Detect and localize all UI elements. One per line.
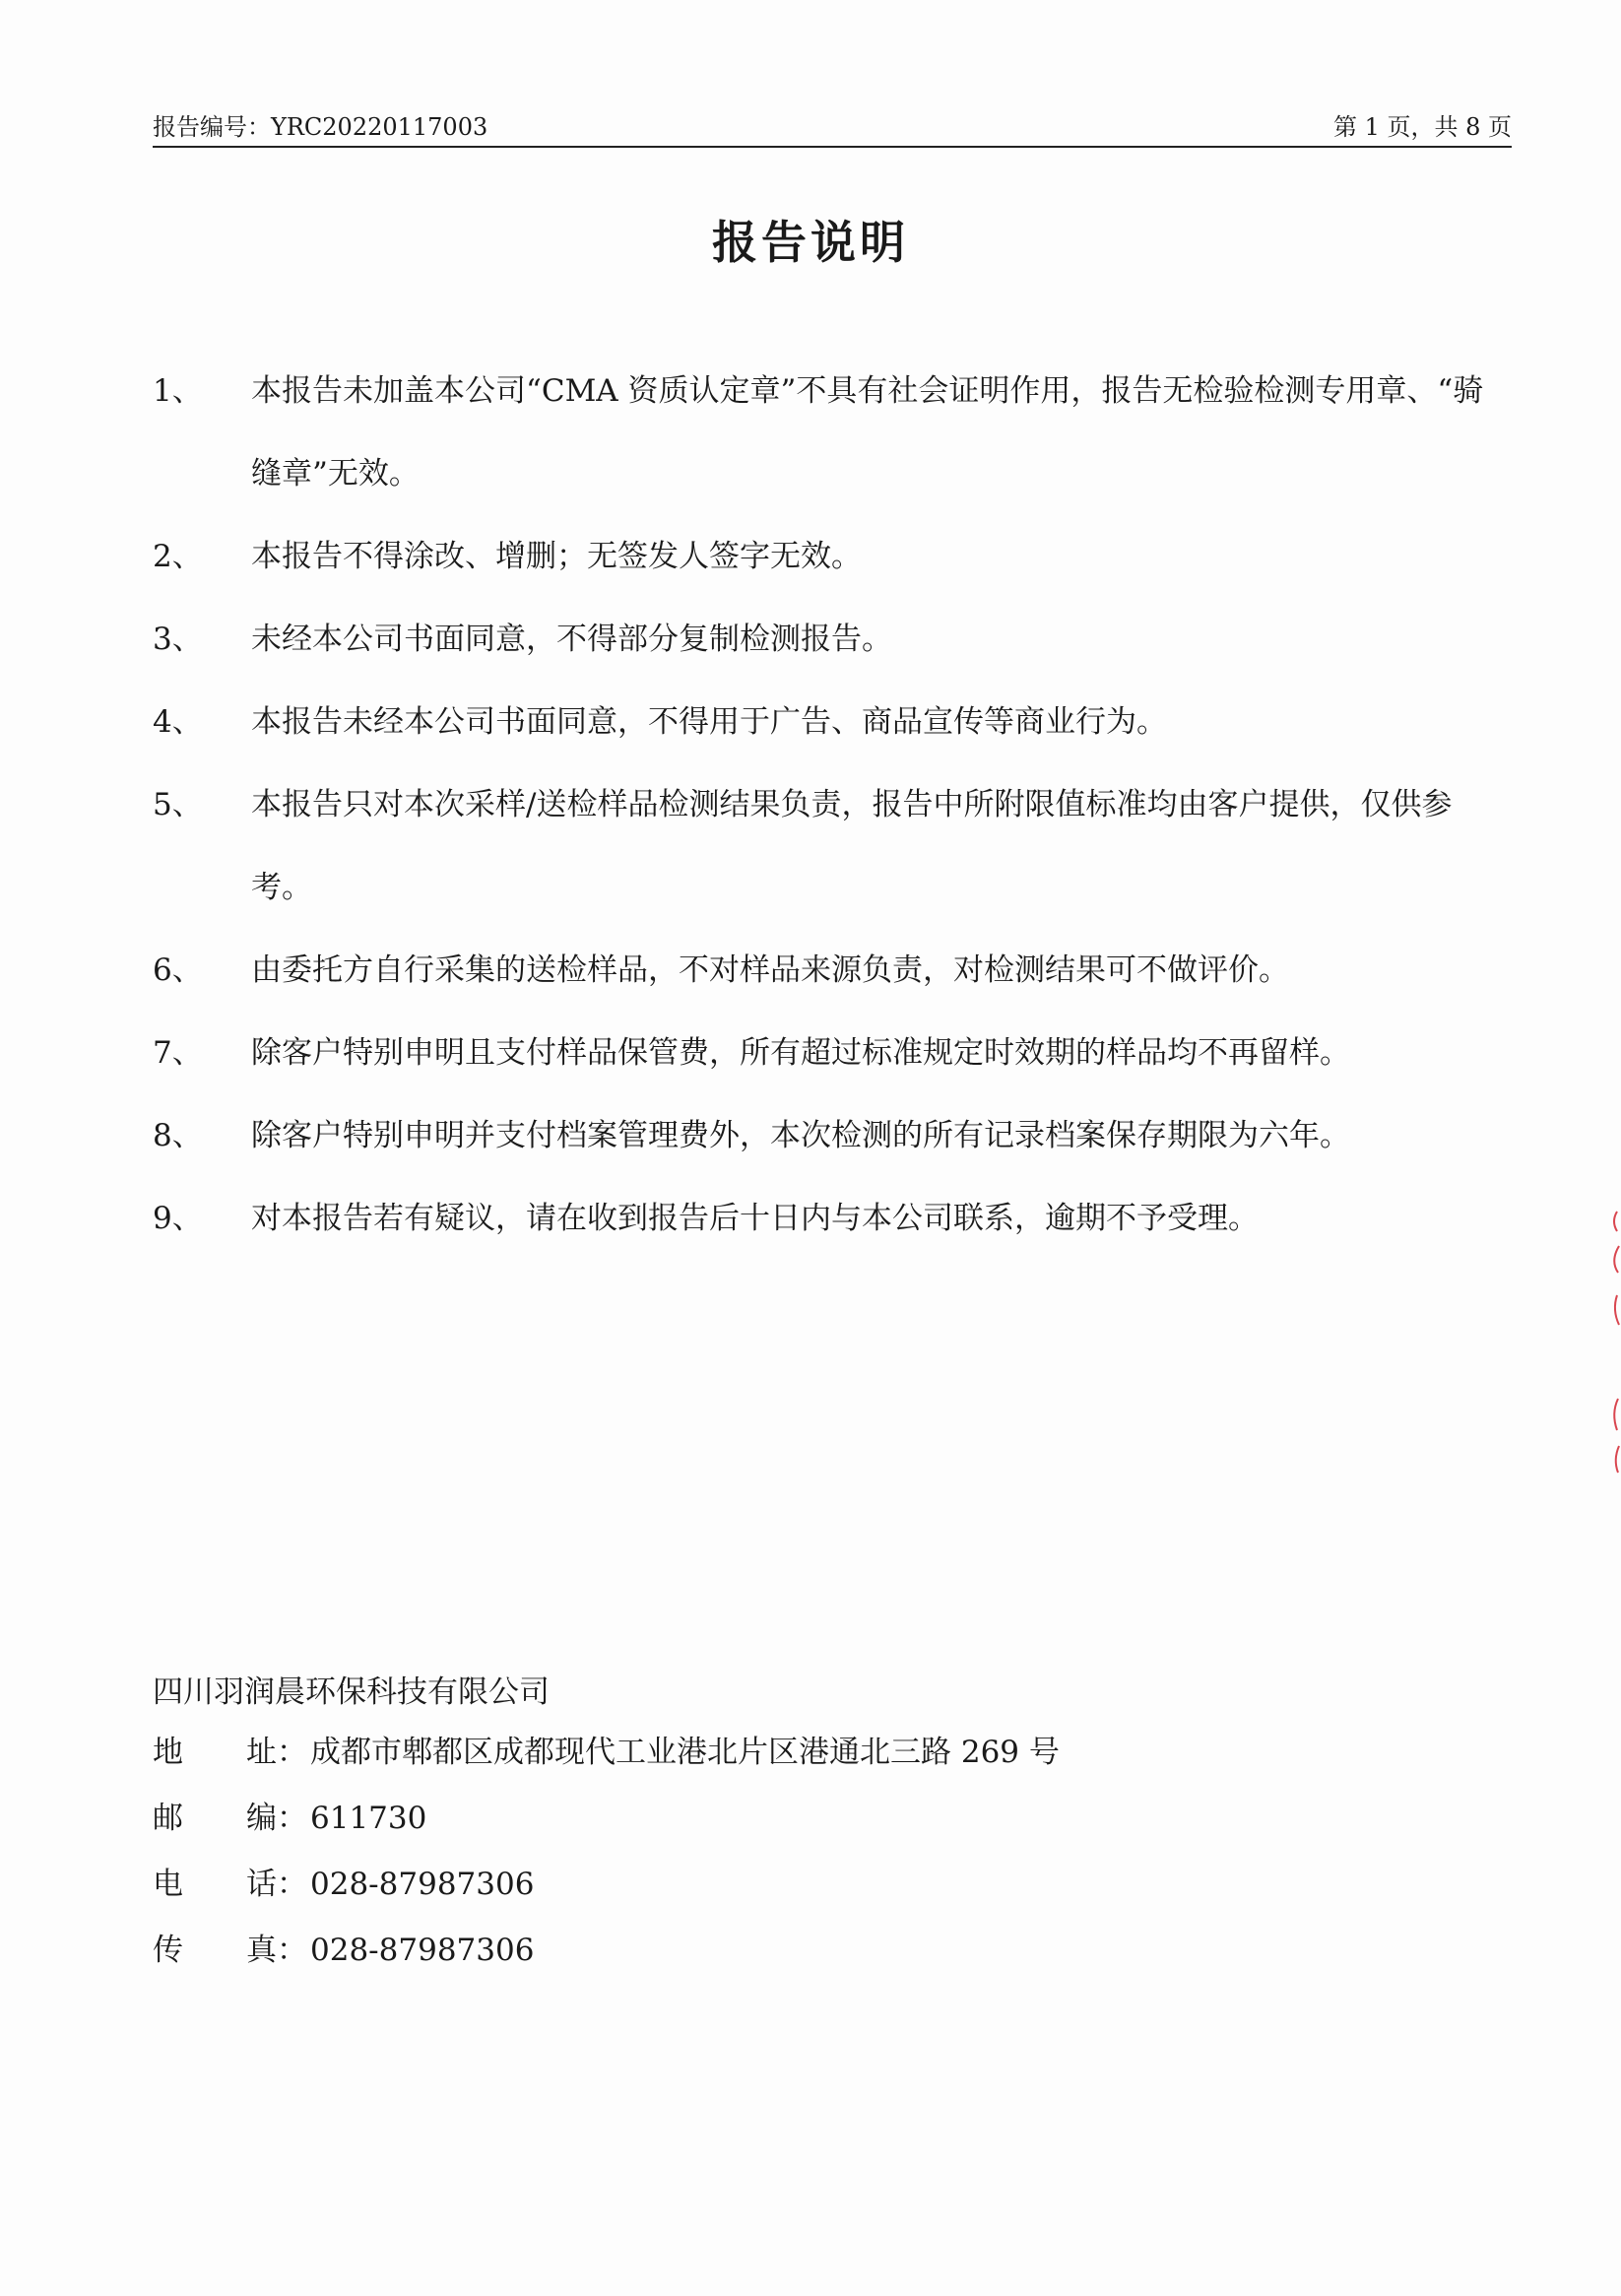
address-label-char-2: 址 bbox=[246, 1735, 277, 1770]
postcode-value: 611730 bbox=[310, 1801, 427, 1836]
address-row bbox=[153, 1720, 1334, 1786]
label-colon: ： bbox=[277, 1867, 307, 1902]
list-item bbox=[153, 929, 1512, 1012]
address-label-char-1: 地 bbox=[153, 1735, 183, 1770]
list-item bbox=[153, 763, 1512, 929]
item-number: 1、 bbox=[153, 373, 203, 409]
item-number: 6、 bbox=[153, 952, 203, 988]
item-number: 9、 bbox=[153, 1201, 203, 1236]
report-number: 报告编号：YRC20220117003 bbox=[153, 113, 488, 141]
item-number: 8、 bbox=[153, 1118, 203, 1153]
item-text: 本报告只对本次采样/送检样品检测结果负责，报告中所附限值标准均由客户提供，仅供参考。 bbox=[251, 787, 1453, 905]
item-text: 除客户特别申明且支付样品保管费，所有超过标准规定时效期的样品均不再留样。 bbox=[251, 1035, 1350, 1071]
label-colon: ： bbox=[277, 1933, 307, 1968]
page-header bbox=[153, 110, 1512, 148]
label-colon: ： bbox=[277, 1735, 307, 1770]
item-number: 2、 bbox=[153, 539, 203, 574]
item-number: 4、 bbox=[153, 704, 203, 740]
item-text: 除客户特别申明并支付档案管理费外，本次检测的所有记录档案保存期限为六年。 bbox=[251, 1118, 1350, 1153]
list-item bbox=[153, 681, 1512, 763]
postcode-label-char-2: 编 bbox=[246, 1801, 277, 1836]
item-number: 5、 bbox=[153, 787, 203, 822]
fax-label-char-1: 传 bbox=[153, 1933, 183, 1968]
list-item bbox=[153, 350, 1512, 515]
phone-value: 028-87987306 bbox=[310, 1867, 535, 1902]
list-item bbox=[153, 515, 1512, 598]
item-number: 3、 bbox=[153, 622, 203, 657]
seam-stamp-edge bbox=[1605, 1202, 1621, 1477]
item-text: 本报告不得涂改、增删；无签发人签字无效。 bbox=[251, 539, 862, 574]
company-name: 四川羽润晨环保科技有限公司 bbox=[153, 1674, 550, 1710]
phone-row bbox=[153, 1852, 1334, 1918]
item-number: 7、 bbox=[153, 1035, 203, 1071]
label-colon: ： bbox=[277, 1801, 307, 1836]
item-text: 本报告未加盖本公司“CMA 资质认定章”不具有社会证明作用，报告无检验检测专用章、“骑缝章”无效。 bbox=[251, 373, 1484, 492]
company-info bbox=[153, 1665, 1334, 1984]
phone-label-char-2: 话 bbox=[246, 1867, 277, 1902]
item-text: 由委托方自行采集的送检样品，不对样品来源负责，对检测结果可不做评价。 bbox=[251, 952, 1289, 988]
page-indicator: 第 1 页，共 8 页 bbox=[1332, 113, 1512, 141]
fax-row bbox=[153, 1918, 1334, 1984]
item-text: 对本报告若有疑议，请在收到报告后十日内与本公司联系，逾期不予受理。 bbox=[251, 1201, 1259, 1236]
list-item bbox=[153, 1094, 1512, 1177]
page-title: 报告说明 bbox=[712, 216, 909, 269]
postcode-label-char-1: 邮 bbox=[153, 1801, 183, 1836]
address-value: 成都市郫都区成都现代工业港北片区港通北三路 269 号 bbox=[310, 1735, 1060, 1770]
list-item bbox=[153, 598, 1512, 681]
item-text: 本报告未经本公司书面同意，不得用于广告、商品宣传等商业行为。 bbox=[251, 704, 1167, 740]
phone-label-char-1: 电 bbox=[153, 1867, 183, 1902]
fax-label-char-2: 真 bbox=[246, 1933, 277, 1968]
postcode-row bbox=[153, 1786, 1334, 1852]
item-text: 未经本公司书面同意，不得部分复制检测报告。 bbox=[251, 622, 892, 657]
fax-value: 028-87987306 bbox=[310, 1933, 535, 1968]
notice-list bbox=[153, 350, 1512, 1260]
list-item bbox=[153, 1012, 1512, 1094]
list-item bbox=[153, 1177, 1512, 1260]
